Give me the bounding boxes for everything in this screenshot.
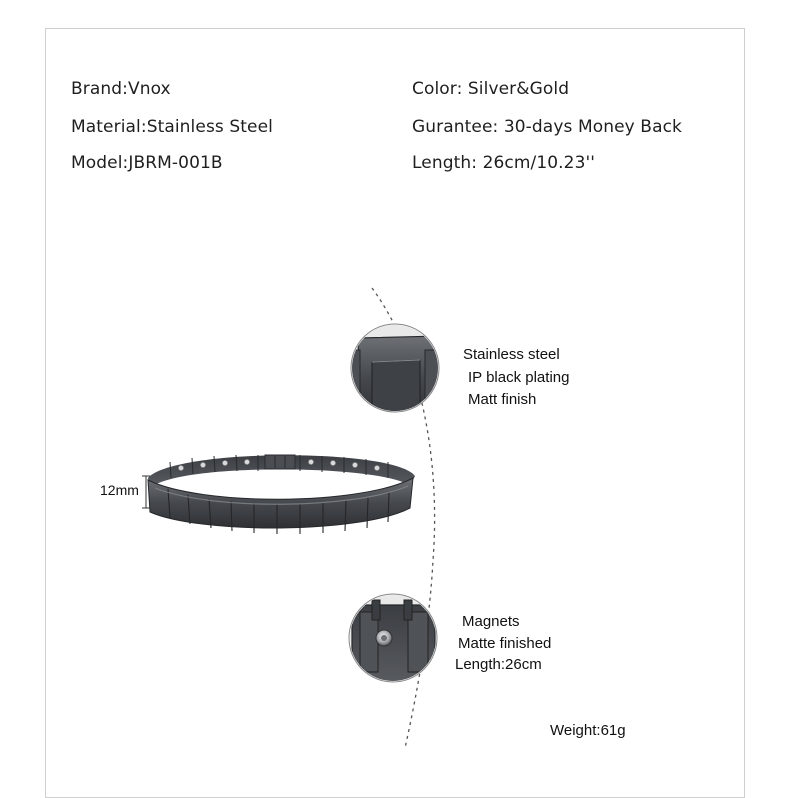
- spec-guarantee: Gurantee: 30-days Money Back: [412, 117, 682, 137]
- width-dimension-label: 12mm: [100, 482, 139, 498]
- spec-length: Length: 26cm/10.23'': [412, 153, 596, 173]
- spec-model: Model:JBRM-001B: [71, 153, 223, 173]
- spec-material: Material:Stainless Steel: [71, 117, 273, 137]
- zoom-circle-surface: [340, 315, 450, 425]
- bracelet: [148, 455, 415, 534]
- callout-top-line1: Stainless steel: [463, 346, 560, 363]
- spec-color: Color: Silver&Gold: [412, 79, 570, 99]
- spec-brand: Brand:Vnox: [71, 79, 171, 99]
- callout-bottom-line1: Magnets: [462, 613, 520, 630]
- weight-label: Weight:61g: [550, 722, 626, 739]
- callout-bottom-line3: Length:26cm: [455, 656, 542, 673]
- callout-top-line3: Matt finish: [468, 391, 537, 408]
- callout-bottom-line2: Matte finished: [458, 635, 552, 652]
- callout-top-line2: IP black plating: [468, 369, 570, 386]
